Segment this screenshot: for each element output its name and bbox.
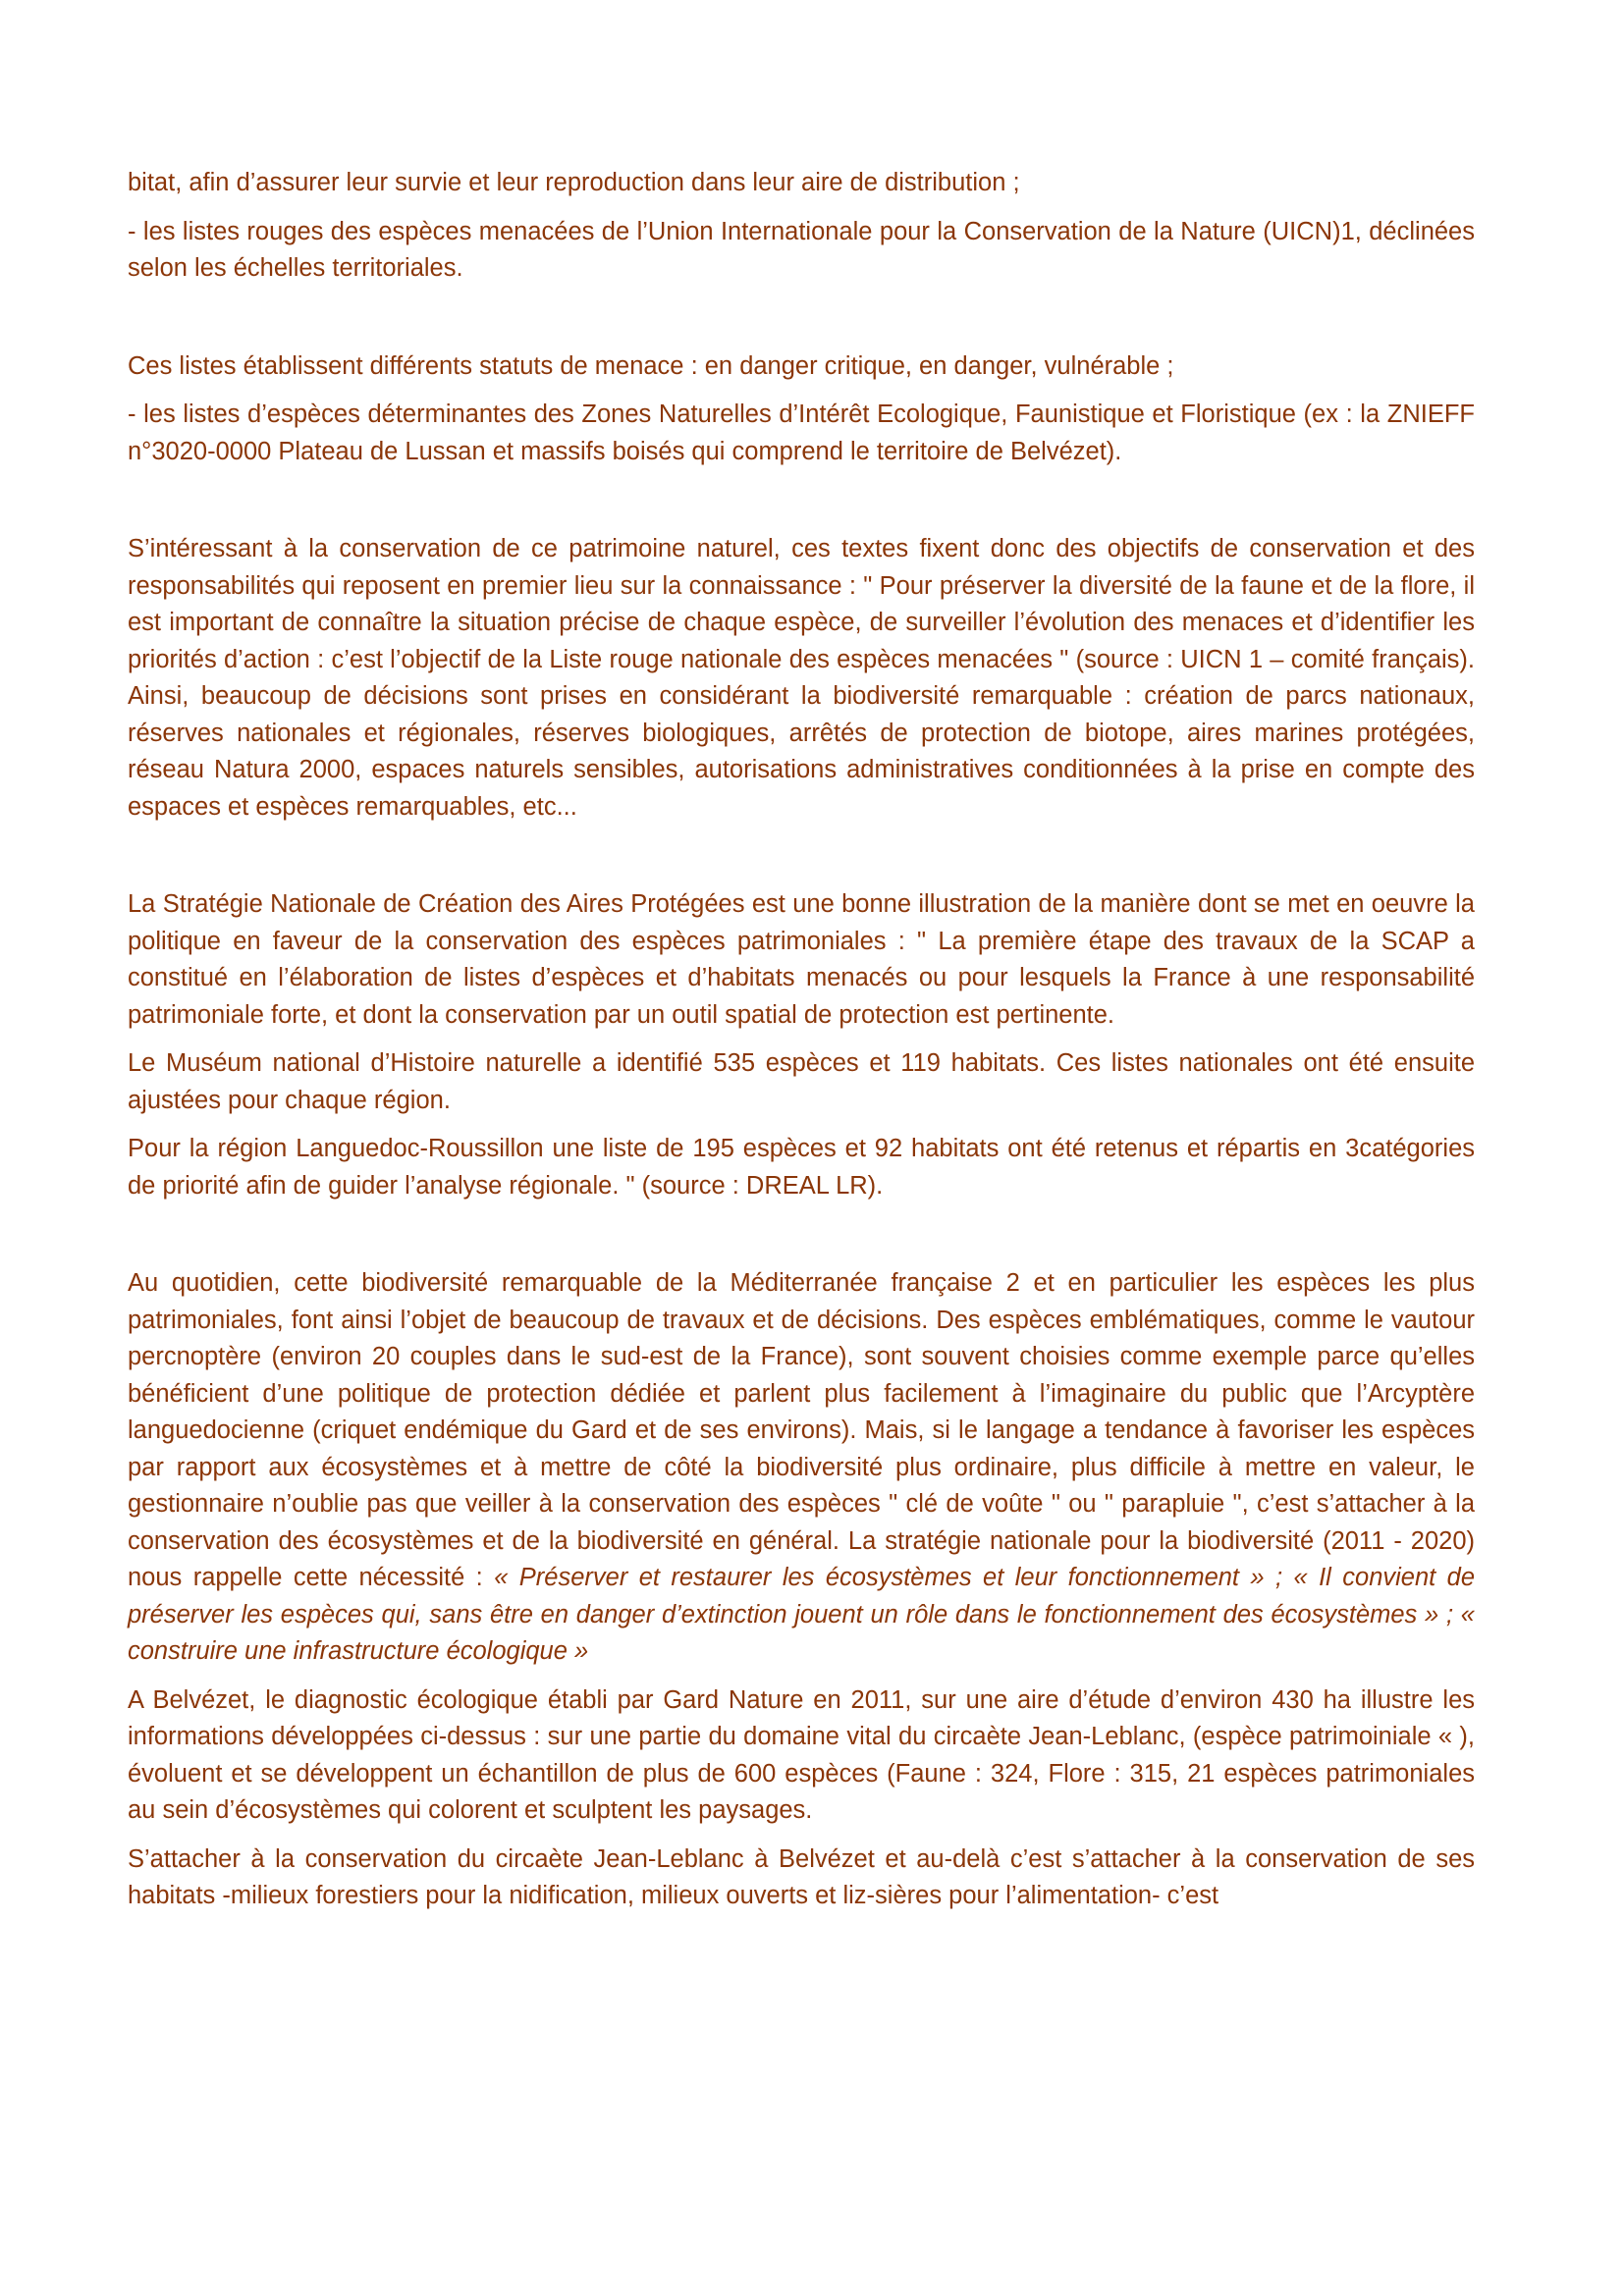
paragraph-conservation-objectives: S’intéressant à la conservation de ce patrimoine naturel, ces textes fixent donc des objectifs de conservation et des responsabilités qui reposent en premier lieu sur la connaissance : " Pour préserver la diversité de la faune et de la flore, il est important de connaître la situation précise de chaque espèce, de surveiller l’évolution des menaces et d’identifier les priorités d’action : c’est l’objectif de la Liste rouge nationale des espèces menacées " (source : UICN 1 – comité français). Ainsi, beaucoup de décisions sont prises en considérant la biodiversité remarquable : création de parcs nationaux, réserves nationales et régionales, réserves biologiques, arrêtés de protection de biotope, aires marines protégées, réseau Natura 2000, espaces naturels sensibles, autorisations administratives conditionnées à la prise en compte des espaces et espèces remarquables, etc... xyxy=(128,535,1475,821)
paragraph-belvezet-diagnostic: A Belvézet, le diagnostic écologique établi par Gard Nature en 2011, sur une aire d’étude d’environ 430 ha illustre les informations développées ci-dessus : sur une partie du domaine vital du circaète Jean-Leblanc, (espèce patrimoiniale « ), évoluent et se développent un échantillon de plus de 600 espèces (Faune : 324, Flore : 315, 21 espèces patrimoniales au sein d’écosystèmes qui colorent et sculptent les paysages. xyxy=(128,1685,1475,1824)
paragraph-museum-species: Le Muséum national d’Histoire naturelle a identifié 535 espèces et 119 habitats. Ces listes nationales ont été ensuite ajustées pour chaque région. xyxy=(128,1049,1475,1114)
paragraph-uicn-red-lists: - les listes rouges des espèces menacées de l’Union Internationale pour la Conservation de la Nature (UICN)1, déclinées selon les échelles territoriales. xyxy=(128,217,1475,282)
strategy-quotes: « Préserver et restaurer les écosystèmes et leur fonctionnement » ; « Il convient de préserver les espèces qui, sans être en danger d’extinction jouent un rôle dans le fonctionnement des écosystèmes » ; « construire une infrastructure écologique » xyxy=(128,1564,1476,1665)
paragraph-circaete-conservation: S’attacher à la conservation du circaète Jean-Leblanc à Belvézet et au-delà c’est s’attacher à la conservation de ses habitats -milieux forestiers pour la nidification, milieux ouverts et liz-sières pour l’alimentation- c’est xyxy=(128,1844,1475,1909)
paragraph-daily-biodiversity xyxy=(128,1265,1475,1671)
paragraph-habitat-continuation: bitat, afin d’assurer leur survie et leur reproduction dans leur aire de distribution ; xyxy=(128,169,1020,196)
document-page xyxy=(128,165,1475,1927)
paragraph-languedoc-list: Pour la région Languedoc-Roussillon une liste de 195 espèces et 92 habitats ont été retenus et répartis en 3catégories de priorité afin de guider l’analyse régionale. " (source : DREAL LR). xyxy=(128,1135,1475,1200)
paragraph-scap-strategy: La Stratégie Nationale de Création des Aires Protégées est une bonne illustration de la manière dont se met en oeuvre la politique en faveur de la conservation des espèces patrimoniales : " La première étape des travaux de la SCAP a constitué en l’élaboration de listes d’espèces et d’habitats menacés ou pour lesquels la France à une responsabilité patrimoniale forte, et dont la conservation par un outil spatial de protection est pertinente. xyxy=(128,890,1475,1029)
paragraph-znieff-lists: - les listes d’espèces déterminantes des Zones Naturelles d’Intérêt Ecologique, Faunistique et Floristique (ex : la ZNIEFF n°3020-0000 Plateau de Lussan et massifs boisés qui comprend le territoire de Belvézet). xyxy=(128,400,1475,465)
paragraph-threat-statuses: Ces listes établissent différents statuts de menace : en danger critique, en danger, vulnérable ; xyxy=(128,351,1174,380)
biodiversity-text: Au quotidien, cette biodiversité remarquable de la Méditerranée française 2 et en particulier les espèces les plus patrimoniales, font ainsi l’objet de beaucoup de travaux et de décisions. Des espèces emblématiques, comme le vautour percnoptère (environ 20 couples dans le sud-est de la France), sont souvent choisies comme exemple parce qu’elles bénéficient d’une politique de protection dédiée et parlent plus facilement à l’imaginaire du public que l’Arcyptère languedocienne (criquet endémique du Gard et de ses environs). Mais, si le langage a tendance à favoriser les espèces par rapport aux écosystèmes et à mettre de côté la biodiversité plus ordinaire, plus difficile à mettre en valeur, le gestionnaire n’oublie pas que veiller à la conservation des espèces " clé de voûte " ou " parapluie ", c’est s’attacher à la conservation des écosystèmes et de la biodiversité en général. La stratégie nationale pour la biodiversité (2011 - 2020) nous rappelle cette nécessité : xyxy=(128,1269,1475,1591)
